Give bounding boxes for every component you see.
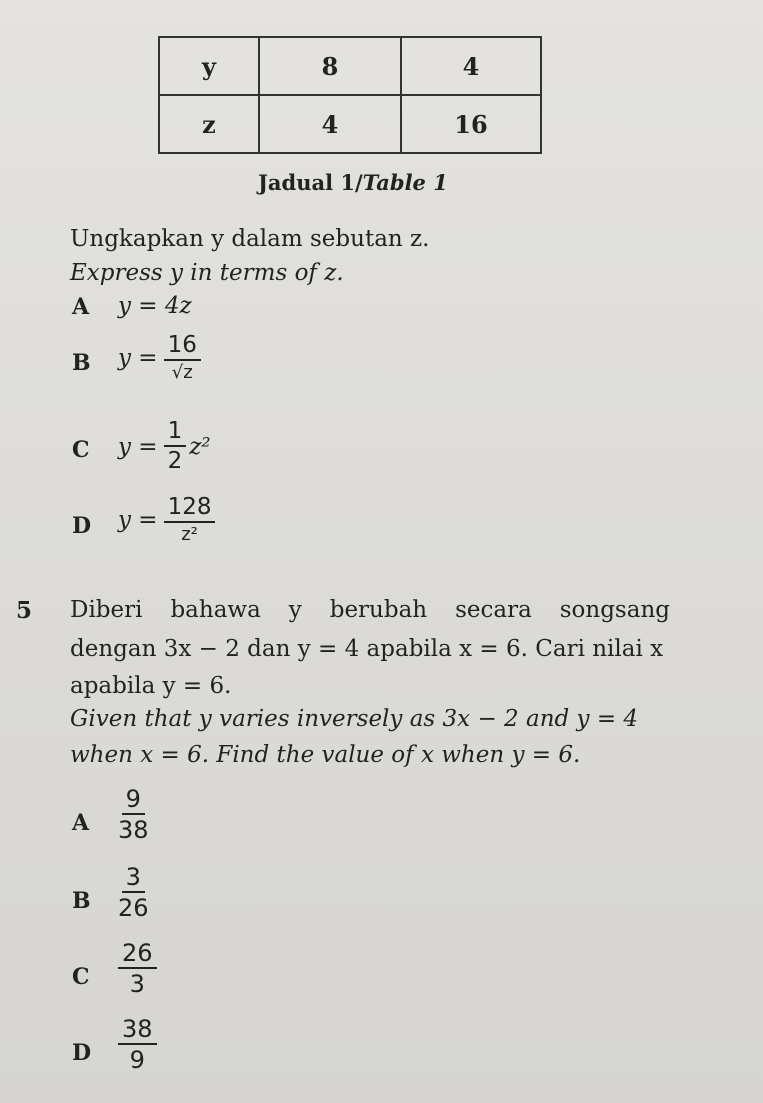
table-cell: y — [159, 37, 259, 95]
fraction: $\frac{1}{2}$ — [164, 420, 187, 473]
q5-option-a — [112, 787, 149, 842]
question-number: 5 — [16, 597, 33, 624]
table-cell: 8 — [259, 37, 401, 95]
q5-malay-line-3: apabila y = 6. — [70, 673, 232, 699]
table-cell: 4 — [401, 37, 541, 95]
q5-option-a-letter: A — [72, 810, 90, 836]
q5-option-b-letter: B — [72, 888, 91, 914]
fraction: $\frac{9}{38}$ — [118, 785, 149, 844]
q4-option-c-letter: C — [72, 437, 90, 463]
q4-option-d-letter: D — [72, 513, 92, 539]
q4-stem-malay: Ungkapkan y dalam sebutan z. — [70, 226, 430, 252]
q5-malay-line-1: Diberi bahawa y berubah secara songsang — [70, 597, 670, 623]
q4-option-a-letter: A — [72, 294, 90, 320]
data-table — [158, 36, 542, 154]
table-caption: Jadual 1/Table 1 — [258, 170, 448, 195]
q5-option-b — [112, 865, 149, 920]
q5-option-d — [112, 1017, 157, 1072]
table-row — [159, 95, 541, 153]
q4-option-b-letter: B — [72, 350, 91, 376]
q4-option-b: y = $\frac{16}{√z}$ — [118, 334, 201, 382]
q5-option-d-letter: D — [72, 1040, 92, 1066]
q5-option-c-letter: C — [72, 964, 90, 990]
fraction: $\frac{128}{\text{z²}}$ — [164, 496, 216, 544]
fraction: $\frac{26}{3}$ — [118, 941, 157, 996]
q5-option-c — [112, 941, 157, 996]
table-row — [159, 37, 541, 95]
q4-option-d: y = $\frac{128}{\text{z²}}$ — [118, 496, 215, 544]
q5-english-line-2: when x = 6. Find the value of x when y = 6. — [70, 742, 581, 768]
q5-malay-line-2: dengan 3x − 2 dan y = 4 apabila x = 6. Cari nilai x — [70, 636, 664, 662]
fraction: $\frac{16}{√z}$ — [164, 334, 201, 382]
fraction: $\frac{38}{9}$ — [118, 1017, 157, 1072]
table-cell: z — [159, 95, 259, 153]
fraction: $\frac{3}{26}$ — [118, 863, 149, 922]
q4-option-a: y = 4z — [118, 293, 192, 319]
q5-english-line-1: Given that y varies inversely as 3x − 2 and y = 4 — [70, 706, 639, 732]
table-cell: 16 — [401, 95, 541, 153]
q4-stem-english: Express y in terms of z. — [70, 260, 344, 286]
q4-option-c: y = $\frac{1}{2}$ z² — [118, 418, 211, 474]
table-cell: 4 — [259, 95, 401, 153]
